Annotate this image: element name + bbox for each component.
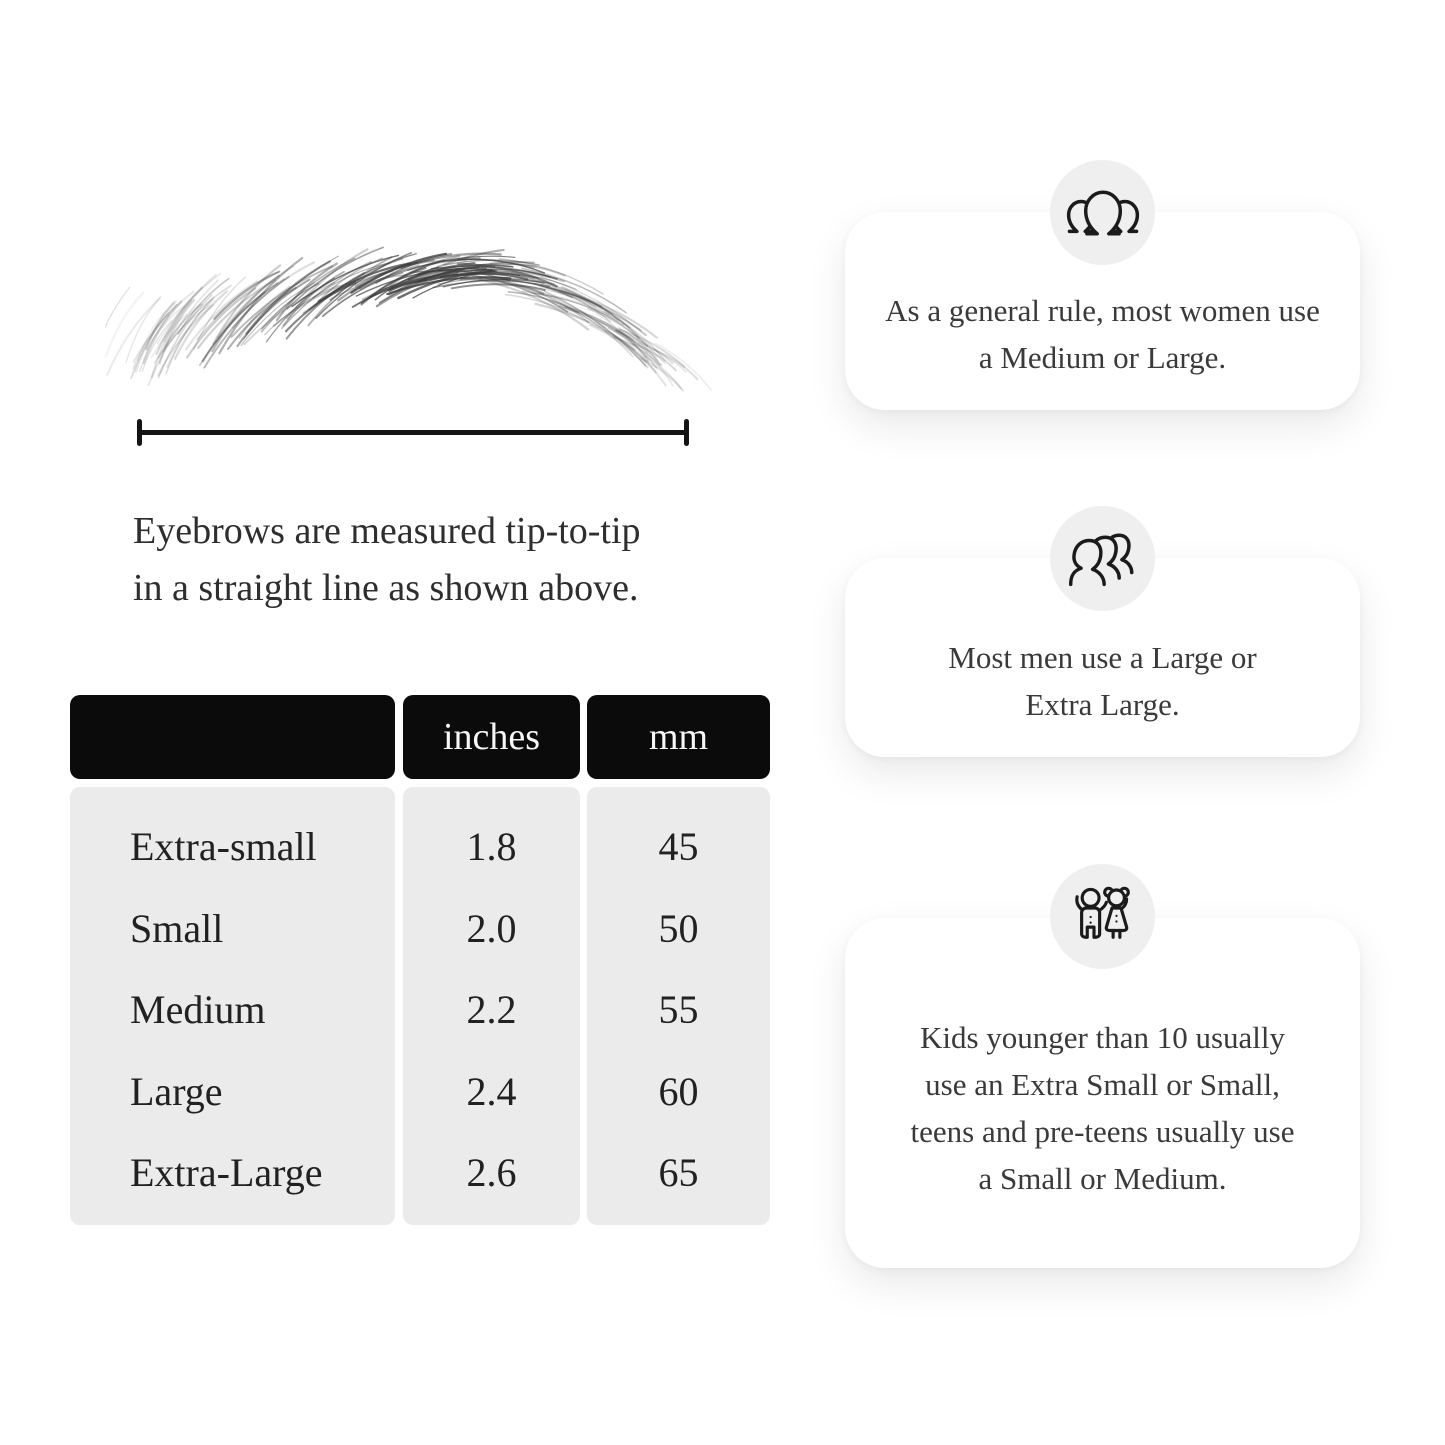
mm-value: 50 bbox=[658, 905, 699, 951]
icon-badge bbox=[1050, 160, 1155, 265]
table-row bbox=[70, 887, 770, 969]
caption-line-1: Eyebrows are measured tip-to-tip bbox=[133, 510, 641, 552]
size-label: Extra-Large bbox=[130, 1149, 323, 1195]
table-row bbox=[70, 1131, 770, 1213]
size-label: Medium bbox=[130, 986, 266, 1032]
inches-value: 2.0 bbox=[466, 905, 517, 951]
table-header-size bbox=[70, 695, 395, 779]
mm-value: 55 bbox=[658, 986, 699, 1032]
size-label: Large bbox=[130, 1068, 223, 1114]
table-row bbox=[70, 805, 770, 887]
men-group-icon bbox=[1066, 529, 1140, 589]
card-text: As a general rule, most women use a Medium or Large. bbox=[885, 293, 1320, 375]
size-label: Extra-small bbox=[130, 823, 317, 869]
header-inches-label: inches bbox=[442, 716, 541, 758]
size-label: Small bbox=[130, 905, 224, 951]
mm-value: 45 bbox=[658, 823, 699, 869]
mm-value: 60 bbox=[658, 1068, 699, 1114]
inches-value: 2.4 bbox=[466, 1068, 517, 1114]
card-text: Most men use a Large or Extra Large. bbox=[948, 639, 1257, 722]
inches-value: 2.6 bbox=[466, 1149, 517, 1195]
header-mm-label: mm bbox=[648, 716, 709, 758]
table-row bbox=[70, 968, 770, 1050]
table-header-mm bbox=[587, 695, 770, 779]
card-text: Kids younger than 10 usually use an Extra Small or Small, teens and pre-teens usually use a Small or Medium. bbox=[910, 1020, 1295, 1196]
icon-badge bbox=[1050, 864, 1155, 969]
table-header-inches bbox=[403, 695, 580, 779]
measurement-end-cap-right bbox=[684, 419, 689, 446]
inches-value: 1.8 bbox=[466, 823, 517, 869]
mm-value: 65 bbox=[658, 1149, 699, 1195]
inches-value: 2.2 bbox=[466, 986, 517, 1032]
measurement-bar bbox=[137, 430, 689, 435]
icon-badge bbox=[1050, 506, 1155, 611]
caption-line-2: in a straight line as shown above. bbox=[133, 567, 639, 609]
measurement-line bbox=[137, 419, 689, 446]
eyebrow-illustration bbox=[105, 220, 715, 410]
children-icon bbox=[1067, 885, 1139, 949]
women-group-icon bbox=[1066, 183, 1140, 243]
table-row bbox=[70, 1050, 770, 1132]
measurement-caption bbox=[133, 503, 641, 617]
kids-sizing-card bbox=[845, 918, 1360, 1268]
